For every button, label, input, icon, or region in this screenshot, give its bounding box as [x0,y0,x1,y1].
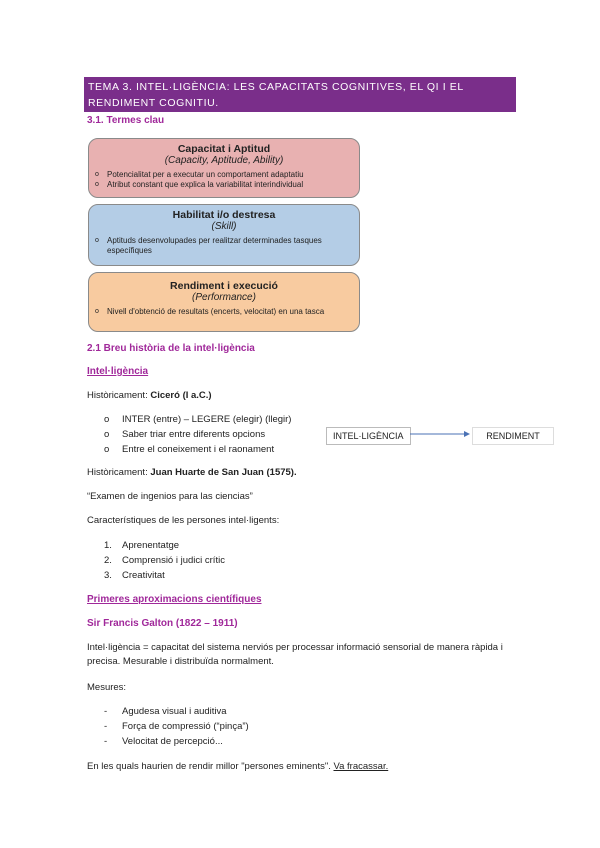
conclusion-text: En les quals haurien de rendir millor "persones eminents". [87,761,334,772]
list-item: 3. Creativitat [104,570,165,581]
historic-cicero-line [87,389,212,403]
subheading-galton: Sir Francis Galton (1822 – 1911) [87,618,238,629]
galton-definition: Intel·ligència = capacitat del sistema nerviós per processar informació sensorial de manera ràpida i precisa. Mesurable i distribuïda normalment. [87,642,503,667]
historic-name: Juan Huarte de San Juan (1575). [150,467,297,478]
section-heading-2-1: 2.1 Breu història de la intel·ligència [87,343,255,354]
list-item: - Velocitat de percepció... [104,736,223,747]
box-title: Habilitat i/o destresa [172,209,276,221]
document-title: TEMA 3. INTEL·LIGÈNCIA: LES CAPACITATS COGNITIVES, EL QI I EL RENDIMENT COGNITIU. [88,81,464,109]
concept-box-skill [88,204,360,266]
section-heading-3-1: 3.1. Termes clau [87,115,165,126]
document-title-banner [84,77,516,112]
box-title: Capacitat i Aptitud [177,143,271,155]
flow-node-performance: RENDIMENT [472,427,554,445]
conclusion-emphasis: Va fracassar. [333,761,389,772]
box-subtitle: (Performance) [192,292,256,303]
box-subtitle: (Skill) [211,221,237,232]
box-title: Rendiment i execució [170,280,278,292]
box-item: o Potencialitat per a executar un comportament adaptatiu [95,170,359,180]
concept-box-capacity [88,138,360,198]
measures-label: Mesures: [87,682,127,693]
flow-arrow-icon [410,428,470,440]
subheading-first-approaches: Primeres aproximacions científiques [87,594,262,605]
list-item: o Saber triar entre diferents opcions [104,429,266,440]
box-item: o Nivell d'obtenció de resultats (encerts, velocitat) en una tasca [95,307,359,317]
list-item: o INTER (entre) – LEGERE (elegir) (llegir) [104,414,292,425]
list-item: o Entre el coneixement i el raonament [104,444,275,455]
characteristics-list [104,538,324,583]
historic-label: Històricament: [87,390,151,401]
list-item: - Agudesa visual i auditiva [104,706,227,717]
historic-label: Històricament: [87,467,151,478]
conclusion-line [87,760,388,774]
concept-box-performance [88,272,360,332]
characteristics-intro: Característiques de les persones intel·ligents: [87,515,280,526]
historic-huarte-line [87,466,297,480]
box-item: o Atribut constant que explica la variabilitat interindividual [95,180,359,190]
list-item: 1. Aprenentatge [104,540,180,551]
box-subtitle: (Capacity, Aptitude, Ability) [164,155,284,166]
subheading-intelligence: Intel·ligència [87,366,149,377]
flow-node-intelligence: INTEL·LIGÈNCIA [326,427,411,445]
list-item: 2. Comprensió i judici crític [104,555,225,566]
historic-name: Ciceró (I a.C.) [150,390,212,401]
list-item: - Força de compressió (“pinça”) [104,721,249,732]
measures-list [104,704,354,749]
book-quote: “Examen de ingenios para las ciencias” [87,491,253,502]
cicero-list [104,412,324,457]
box-item: o Aptituds desenvolupades per realitzar determinades tasques específiques [95,236,359,256]
